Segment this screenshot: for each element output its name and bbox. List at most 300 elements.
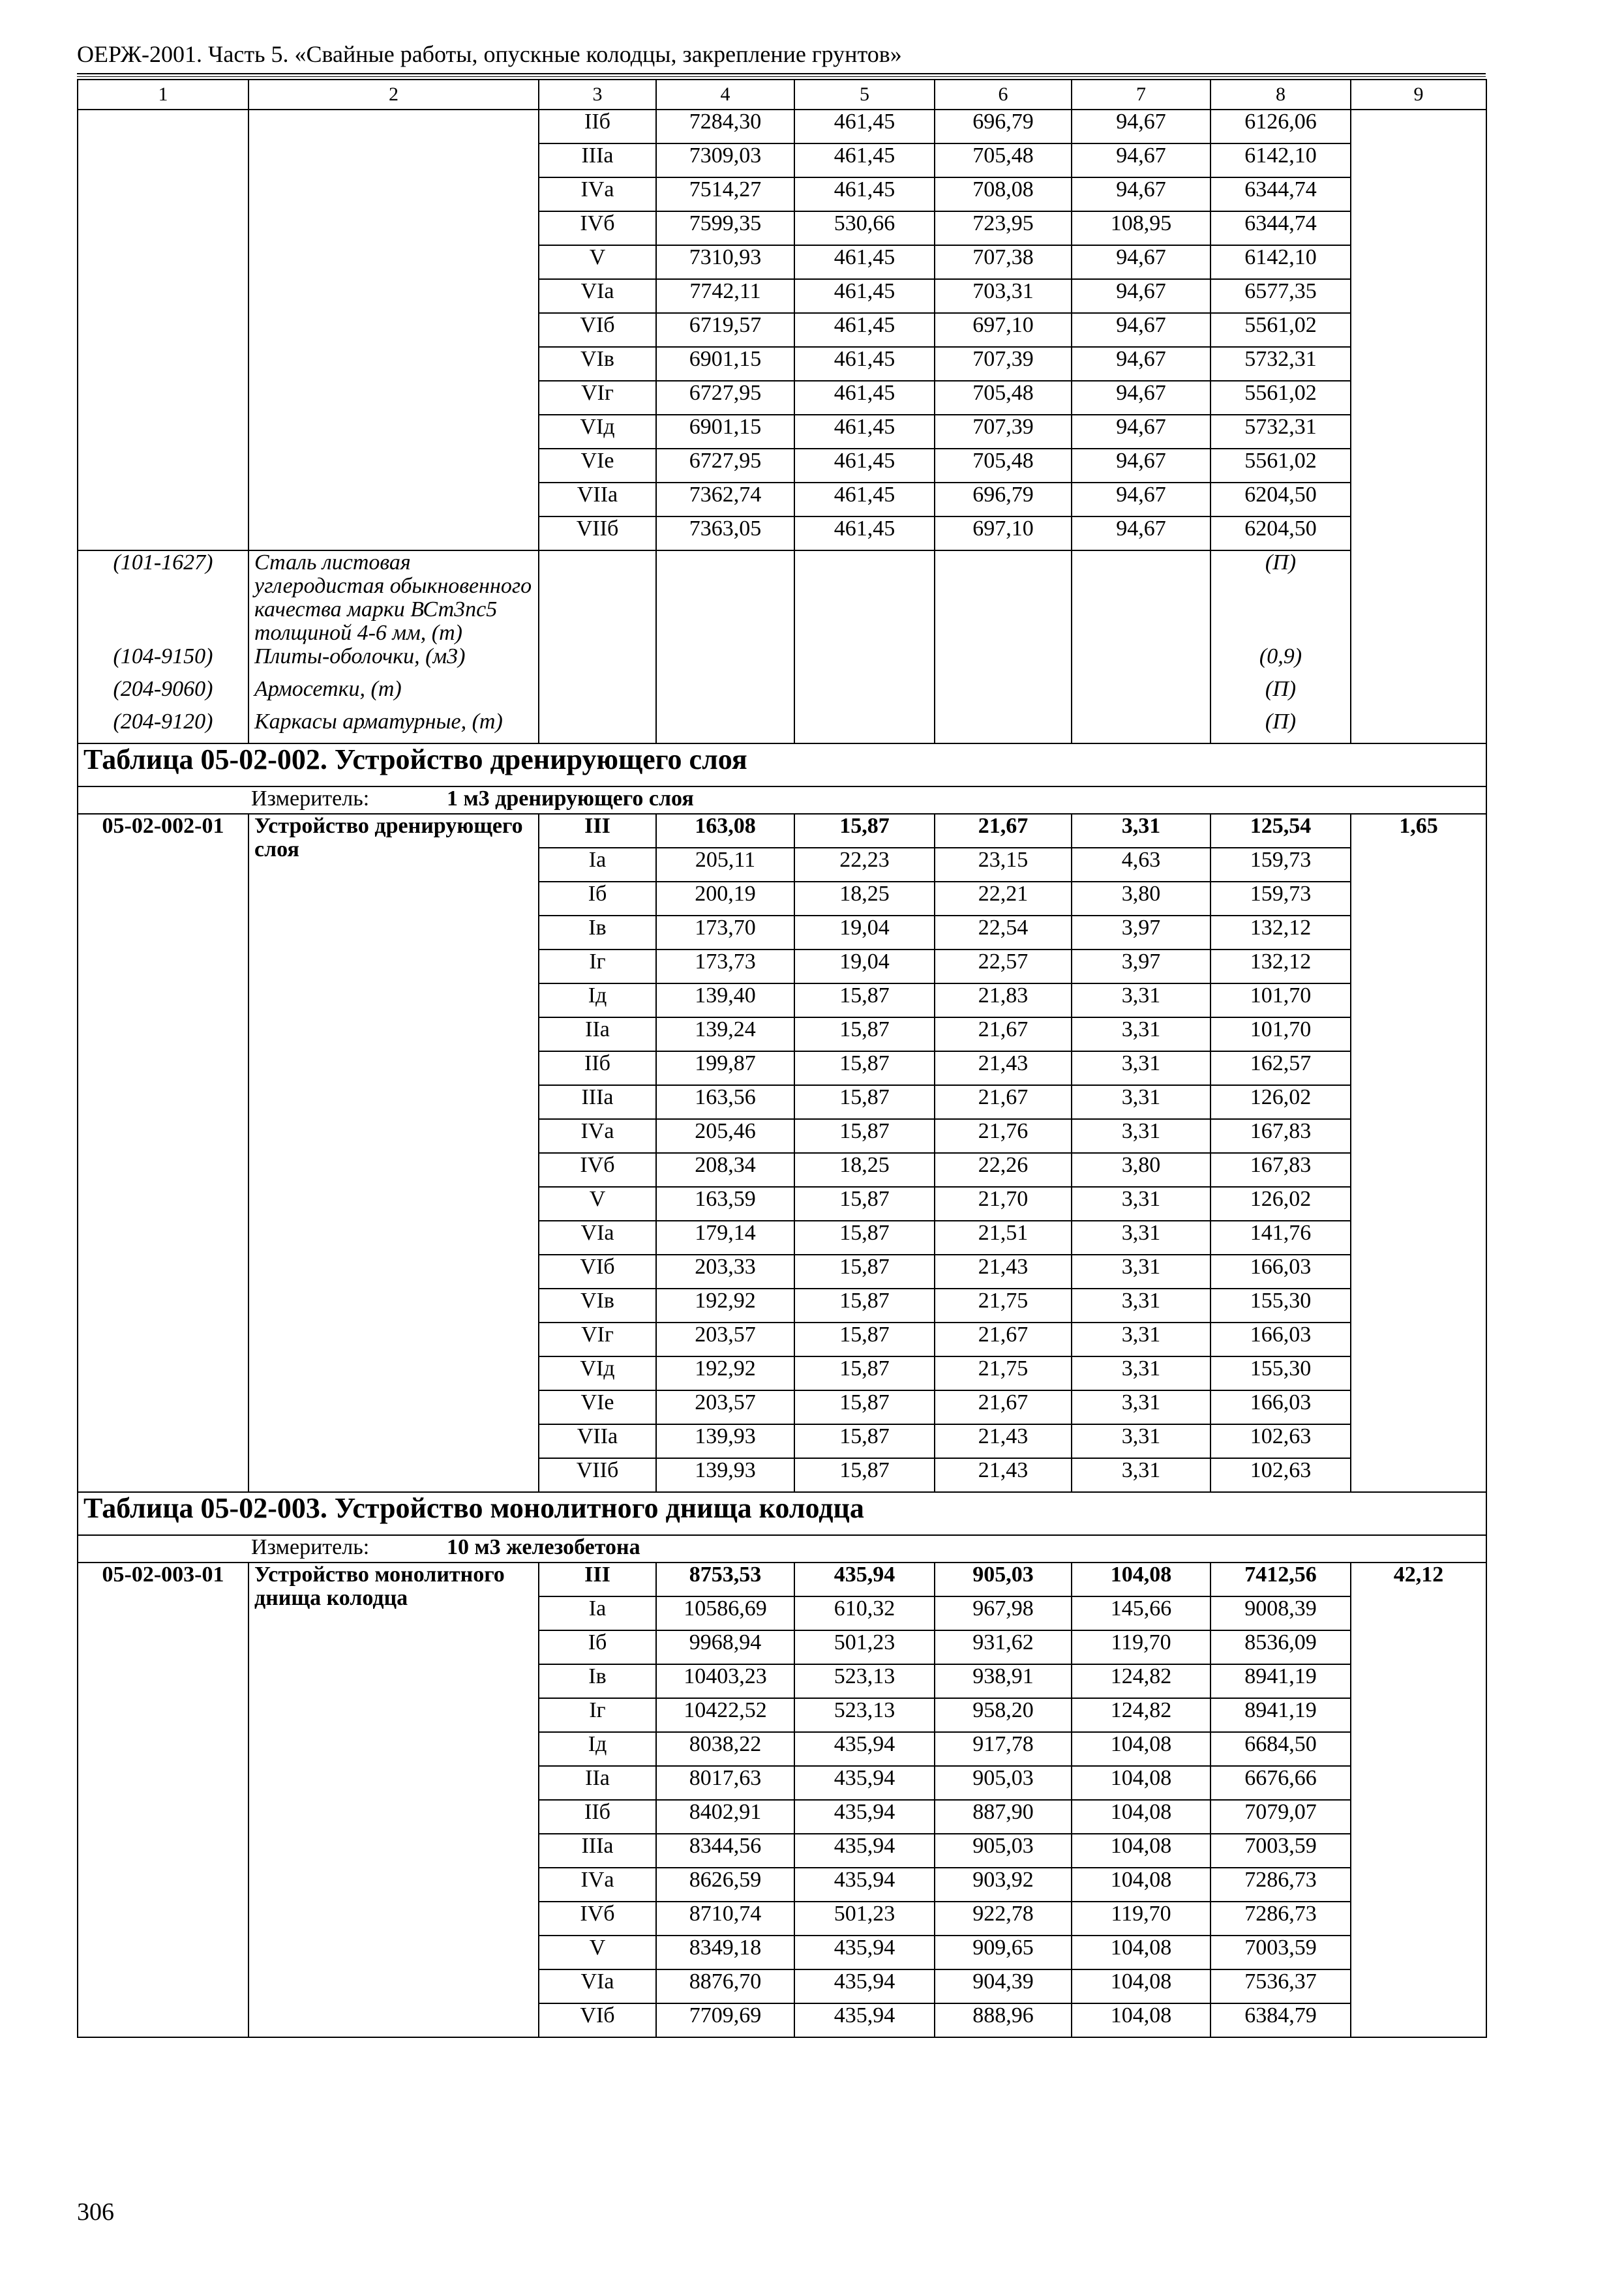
value-cell: 205,46: [656, 1119, 794, 1153]
value-cell: 15,87: [794, 814, 935, 848]
value-cell: 21,83: [935, 983, 1072, 1017]
column-number: 5: [794, 80, 935, 110]
material-name: Каркасы арматурные, (т): [248, 710, 539, 743]
code-cell: [78, 110, 248, 550]
zone-cell: Iв: [539, 1664, 656, 1698]
zone-cell: VIв: [539, 1289, 656, 1323]
value-cell: 15,87: [794, 983, 935, 1017]
empty-cell: [935, 678, 1072, 710]
value-cell: 903,92: [935, 1868, 1072, 1902]
value-cell: 94,67: [1072, 347, 1210, 381]
column-number: 2: [248, 80, 539, 110]
value-cell: 461,45: [794, 313, 935, 347]
value-cell: 3,31: [1072, 1289, 1210, 1323]
value-cell: 7286,73: [1210, 1868, 1351, 1902]
value-cell: 159,73: [1210, 882, 1351, 916]
value-cell: 917,78: [935, 1732, 1072, 1766]
value-cell: 8753,53: [656, 1563, 794, 1596]
value-cell: 15,87: [794, 1390, 935, 1424]
zone-cell: Iб: [539, 882, 656, 916]
value-cell: 461,45: [794, 516, 935, 550]
value-cell: 3,31: [1072, 1390, 1210, 1424]
value-cell: 8710,74: [656, 1902, 794, 1936]
zone-cell: IIIа: [539, 1834, 656, 1868]
material-row: [78, 678, 1486, 710]
value-cell: 173,73: [656, 950, 794, 983]
material-name: Армосетки, (т): [248, 678, 539, 710]
value-cell: 6204,50: [1210, 483, 1351, 516]
value-cell: 461,45: [794, 245, 935, 279]
value-cell: 7309,03: [656, 143, 794, 177]
value-cell: 8876,70: [656, 1969, 794, 2003]
value-cell: 3,31: [1072, 1323, 1210, 1356]
value-cell: 6344,74: [1210, 177, 1351, 211]
value-cell: 22,21: [935, 882, 1072, 916]
value-cell: 94,67: [1072, 415, 1210, 449]
zone-cell: VIе: [539, 1390, 656, 1424]
value-cell: 6727,95: [656, 449, 794, 483]
empty-cell: [539, 678, 656, 710]
table-title-row: [78, 743, 1486, 786]
value-cell: 18,25: [794, 1153, 935, 1187]
value-cell: 696,79: [935, 110, 1072, 143]
value-cell: 3,97: [1072, 950, 1210, 983]
empty-cell: [1072, 678, 1210, 710]
value-cell: 126,02: [1210, 1187, 1351, 1221]
value-cell: 94,67: [1072, 279, 1210, 313]
zone-cell: VIг: [539, 381, 656, 415]
value-cell: 461,45: [794, 143, 935, 177]
value-cell: 132,12: [1210, 916, 1351, 950]
empty-cell: [539, 550, 656, 645]
value-cell: 192,92: [656, 1289, 794, 1323]
value-cell: 6204,50: [1210, 516, 1351, 550]
value-cell: 461,45: [794, 449, 935, 483]
zone-cell: V: [539, 1187, 656, 1221]
value-cell: 3,31: [1072, 814, 1210, 848]
value-cell: 705,48: [935, 449, 1072, 483]
value-cell: 104,08: [1072, 1563, 1210, 1596]
value-cell: 697,10: [935, 313, 1072, 347]
value-cell: 94,67: [1072, 177, 1210, 211]
value-cell: 21,43: [935, 1458, 1072, 1492]
value-cell: 3,31: [1072, 1356, 1210, 1390]
zone-cell: IVб: [539, 211, 656, 245]
value-cell: 101,70: [1210, 983, 1351, 1017]
value-cell: 435,94: [794, 1766, 935, 1800]
value-cell: 124,82: [1072, 1664, 1210, 1698]
value-cell: 163,56: [656, 1085, 794, 1119]
value-cell: 139,93: [656, 1458, 794, 1492]
value-cell: 905,03: [935, 1834, 1072, 1868]
column-number: 7: [1072, 80, 1210, 110]
value-cell: 461,45: [794, 279, 935, 313]
value-cell: 7363,05: [656, 516, 794, 550]
value-cell: 708,08: [935, 177, 1072, 211]
column-number: 6: [935, 80, 1072, 110]
table-row: [78, 814, 1486, 848]
value-cell: 6344,74: [1210, 211, 1351, 245]
table-title-row: [78, 1492, 1486, 1535]
value-cell: 7709,69: [656, 2003, 794, 2037]
value-cell: 958,20: [935, 1698, 1072, 1732]
value-cell: 19,04: [794, 916, 935, 950]
zone-cell: V: [539, 1936, 656, 1969]
value-cell: 6384,79: [1210, 2003, 1351, 2037]
value-cell: 8017,63: [656, 1766, 794, 1800]
value-cell: 15,87: [794, 1289, 935, 1323]
value-cell: 461,45: [794, 347, 935, 381]
value-cell: 104,08: [1072, 1766, 1210, 1800]
empty-cell: [656, 710, 794, 743]
value-cell: 21,67: [935, 814, 1072, 848]
zone-cell: VIа: [539, 279, 656, 313]
value-cell: 6719,57: [656, 313, 794, 347]
value-cell: 10586,69: [656, 1596, 794, 1630]
value-cell: 21,76: [935, 1119, 1072, 1153]
value-cell: 523,13: [794, 1664, 935, 1698]
value-cell: 155,30: [1210, 1356, 1351, 1390]
value-cell: 21,67: [935, 1085, 1072, 1119]
value-cell: 435,94: [794, 1800, 935, 1834]
value-cell: 21,51: [935, 1221, 1072, 1255]
column-number: 8: [1210, 80, 1351, 110]
value-cell: 23,15: [935, 848, 1072, 882]
zone-cell: Iа: [539, 1596, 656, 1630]
value-cell: 21,67: [935, 1390, 1072, 1424]
value-cell: 7003,59: [1210, 1834, 1351, 1868]
value-cell: 435,94: [794, 1936, 935, 1969]
material-row: [78, 550, 1486, 645]
zone-cell: Iд: [539, 1732, 656, 1766]
value-cell: 6676,66: [1210, 1766, 1351, 1800]
empty-cell: [1072, 645, 1210, 678]
value-cell: 7286,73: [1210, 1902, 1351, 1936]
empty-cell: [794, 645, 935, 678]
value-cell: 8626,59: [656, 1868, 794, 1902]
empty-cell: [935, 550, 1072, 645]
value-cell: 610,32: [794, 1596, 935, 1630]
empty-cell: [539, 645, 656, 678]
value-cell: 163,59: [656, 1187, 794, 1221]
value-cell: 7514,27: [656, 177, 794, 211]
zone-cell: VIб: [539, 1255, 656, 1289]
value-cell: 8402,91: [656, 1800, 794, 1834]
value-cell: 139,93: [656, 1424, 794, 1458]
value-cell: 931,62: [935, 1630, 1072, 1664]
empty-cell: [539, 710, 656, 743]
value-cell: 15,87: [794, 1458, 935, 1492]
material-code: (104-9150): [78, 645, 248, 678]
value-cell: 162,57: [1210, 1051, 1351, 1085]
zone-cell: IVа: [539, 177, 656, 211]
measure-value: 1 м3 дренирующего слоя: [447, 786, 694, 811]
value-cell: 119,70: [1072, 1630, 1210, 1664]
value-cell: 922,78: [935, 1902, 1072, 1936]
table-title: Таблица 05-02-002. Устройство дренирующего слоя: [78, 743, 1486, 786]
value-cell: 8536,09: [1210, 1630, 1351, 1664]
value-cell: 132,12: [1210, 950, 1351, 983]
value-cell: 8349,18: [656, 1936, 794, 1969]
value-cell: 6126,06: [1210, 110, 1351, 143]
value-cell: 94,67: [1072, 483, 1210, 516]
value-cell: 435,94: [794, 1834, 935, 1868]
value-cell: 15,87: [794, 1323, 935, 1356]
zone-cell: Iа: [539, 848, 656, 882]
value-cell: 104,08: [1072, 1732, 1210, 1766]
value-cell: 7284,30: [656, 110, 794, 143]
value-cell: 703,31: [935, 279, 1072, 313]
value-cell: 104,08: [1072, 2003, 1210, 2037]
value-cell: 707,39: [935, 347, 1072, 381]
empty-cell: [794, 678, 935, 710]
value-cell: 707,38: [935, 245, 1072, 279]
material-quantity: (П): [1210, 710, 1351, 743]
zone-cell: VIб: [539, 313, 656, 347]
value-cell: 7536,37: [1210, 1969, 1351, 2003]
value-cell: 6727,95: [656, 381, 794, 415]
value-cell: 461,45: [794, 177, 935, 211]
value-cell: 5732,31: [1210, 347, 1351, 381]
zone-cell: Iд: [539, 983, 656, 1017]
zone-cell: VIа: [539, 1221, 656, 1255]
value-cell: 199,87: [656, 1051, 794, 1085]
value-cell: 15,87: [794, 1424, 935, 1458]
column-number: 1: [78, 80, 248, 110]
value-cell: 104,08: [1072, 1800, 1210, 1834]
zone-cell: IIIа: [539, 1085, 656, 1119]
value-cell: 530,66: [794, 211, 935, 245]
zone-cell: IVа: [539, 1119, 656, 1153]
zone-cell: Iг: [539, 950, 656, 983]
value-cell: 94,67: [1072, 143, 1210, 177]
value-cell: 203,57: [656, 1390, 794, 1424]
value-cell: 3,31: [1072, 1017, 1210, 1051]
value-cell: 108,95: [1072, 211, 1210, 245]
value-cell: 461,45: [794, 483, 935, 516]
value-cell: 15,87: [794, 1221, 935, 1255]
zone-cell: VIIа: [539, 483, 656, 516]
zone-cell: III: [539, 1563, 656, 1596]
empty-cell: [656, 550, 794, 645]
zone-cell: Iг: [539, 1698, 656, 1732]
value-cell: 3,31: [1072, 1119, 1210, 1153]
zone-cell: VIв: [539, 347, 656, 381]
page-header: ОЕРЖ-2001. Часть 5. «Свайные работы, опускные колодцы, закрепление грунтов»: [77, 41, 902, 67]
value-cell: 19,04: [794, 950, 935, 983]
value-cell: 203,57: [656, 1323, 794, 1356]
zone-cell: VIд: [539, 415, 656, 449]
value-cell: 192,92: [656, 1356, 794, 1390]
value-cell: 141,76: [1210, 1221, 1351, 1255]
value-cell: 3,97: [1072, 916, 1210, 950]
value-cell: 6577,35: [1210, 279, 1351, 313]
value-cell: 3,31: [1072, 1458, 1210, 1492]
value-cell: 3,80: [1072, 882, 1210, 916]
measure-row: [78, 1535, 1486, 1563]
empty-cell: [656, 678, 794, 710]
zone-cell: III: [539, 814, 656, 848]
value-cell: 888,96: [935, 2003, 1072, 2037]
value-cell: 15,87: [794, 1051, 935, 1085]
value-cell: 4,63: [1072, 848, 1210, 882]
value-cell: 10403,23: [656, 1664, 794, 1698]
zone-cell: IIб: [539, 1051, 656, 1085]
value-cell: 7079,07: [1210, 1800, 1351, 1834]
column-number: 3: [539, 80, 656, 110]
value-cell: 166,03: [1210, 1390, 1351, 1424]
value-cell: 435,94: [794, 1868, 935, 1902]
value-cell: 705,48: [935, 143, 1072, 177]
value-cell: 21,43: [935, 1255, 1072, 1289]
material-code: (204-9060): [78, 678, 248, 710]
value-cell: 435,94: [794, 1969, 935, 2003]
value-cell: 501,23: [794, 1630, 935, 1664]
name-cell: [248, 110, 539, 550]
value-cell: 7599,35: [656, 211, 794, 245]
value-cell: 163,08: [656, 814, 794, 848]
value-cell: 15,87: [794, 1017, 935, 1051]
zone-cell: IIIа: [539, 143, 656, 177]
column-number-row: [78, 80, 1486, 110]
code-cell: 05-02-003-01: [78, 1563, 248, 2037]
value-cell: 102,63: [1210, 1424, 1351, 1458]
value-cell: 3,31: [1072, 1221, 1210, 1255]
zone-cell: IIа: [539, 1766, 656, 1800]
value-cell: 697,10: [935, 516, 1072, 550]
value-cell: 5732,31: [1210, 415, 1351, 449]
header-rule-thin: [77, 76, 1486, 77]
value-cell: 905,03: [935, 1766, 1072, 1800]
value-cell: 104,08: [1072, 1868, 1210, 1902]
value-cell: 5561,02: [1210, 381, 1351, 415]
value-cell: 21,43: [935, 1051, 1072, 1085]
value-cell: 696,79: [935, 483, 1072, 516]
value-cell: 9008,39: [1210, 1596, 1351, 1630]
value-cell: 203,33: [656, 1255, 794, 1289]
value-cell: 167,83: [1210, 1153, 1351, 1187]
value-cell: 21,75: [935, 1356, 1072, 1390]
zone-cell: IVб: [539, 1153, 656, 1187]
value-cell: 3,31: [1072, 1085, 1210, 1119]
value-cell: 723,95: [935, 211, 1072, 245]
column-number: 9: [1351, 80, 1486, 110]
value-cell: 101,70: [1210, 1017, 1351, 1051]
value-cell: 208,34: [656, 1153, 794, 1187]
value-cell: 8344,56: [656, 1834, 794, 1868]
value-cell: 21,67: [935, 1323, 1072, 1356]
table-title: Таблица 05-02-003. Устройство монолитного днища колодца: [78, 1492, 1486, 1535]
value-cell: 3,31: [1072, 983, 1210, 1017]
measure-label: Измеритель:: [251, 786, 370, 811]
value-cell: 179,14: [656, 1221, 794, 1255]
empty-cell: [794, 710, 935, 743]
value-cell: 21,43: [935, 1424, 1072, 1458]
measure-cell: [78, 1535, 1486, 1563]
value-cell: 887,90: [935, 1800, 1072, 1834]
value-cell: 102,63: [1210, 1458, 1351, 1492]
value-cell: 5561,02: [1210, 313, 1351, 347]
value-cell: 22,26: [935, 1153, 1072, 1187]
name-cell: Устройство монолитного днища колодца: [248, 1563, 539, 2037]
value-cell: 6142,10: [1210, 143, 1351, 177]
value-cell: 7362,74: [656, 483, 794, 516]
value-cell: 15,87: [794, 1119, 935, 1153]
zone-cell: VIIа: [539, 1424, 656, 1458]
empty-cell: [1072, 550, 1210, 645]
value-cell: 94,67: [1072, 245, 1210, 279]
value-cell: 94,67: [1072, 381, 1210, 415]
table-row: [78, 110, 1486, 143]
value-cell: 523,13: [794, 1698, 935, 1732]
value-cell: 159,73: [1210, 848, 1351, 882]
value-cell: 94,67: [1072, 313, 1210, 347]
empty-cell: [1072, 710, 1210, 743]
value-cell: 435,94: [794, 1563, 935, 1596]
zone-cell: VIг: [539, 1323, 656, 1356]
zone-cell: IIб: [539, 110, 656, 143]
col9-cell: [1351, 110, 1486, 743]
header-rule: [77, 73, 1486, 74]
value-cell: 6684,50: [1210, 1732, 1351, 1766]
material-code: (101-1627): [78, 550, 248, 645]
value-cell: 200,19: [656, 882, 794, 916]
value-cell: 15,87: [794, 1356, 935, 1390]
value-cell: 967,98: [935, 1596, 1072, 1630]
value-cell: 126,02: [1210, 1085, 1351, 1119]
value-cell: 8941,19: [1210, 1664, 1351, 1698]
value-cell: 3,31: [1072, 1255, 1210, 1289]
value-cell: 501,23: [794, 1902, 935, 1936]
value-cell: 124,82: [1072, 1698, 1210, 1732]
value-cell: 7412,56: [1210, 1563, 1351, 1596]
material-name: Сталь листовая углеродистая обыкновенного качества марки ВСт3пс5 толщиной 4-6 мм, (т): [248, 550, 539, 645]
zone-cell: IIб: [539, 1800, 656, 1834]
zone-cell: IIа: [539, 1017, 656, 1051]
value-cell: 461,45: [794, 110, 935, 143]
value-cell: 6142,10: [1210, 245, 1351, 279]
col9-cell: 42,12: [1351, 1563, 1486, 2037]
value-cell: 166,03: [1210, 1255, 1351, 1289]
material-row: [78, 710, 1486, 743]
value-cell: 3,31: [1072, 1051, 1210, 1085]
value-cell: 8038,22: [656, 1732, 794, 1766]
empty-cell: [656, 645, 794, 678]
zone-cell: IVб: [539, 1902, 656, 1936]
value-cell: 461,45: [794, 381, 935, 415]
value-cell: 104,08: [1072, 1969, 1210, 2003]
value-cell: 94,67: [1072, 449, 1210, 483]
zone-cell: VIе: [539, 449, 656, 483]
material-name: Плиты-оболочки, (м3): [248, 645, 539, 678]
value-cell: 909,65: [935, 1936, 1072, 1969]
value-cell: 119,70: [1072, 1902, 1210, 1936]
value-cell: 435,94: [794, 1732, 935, 1766]
value-cell: 9968,94: [656, 1630, 794, 1664]
value-cell: 21,70: [935, 1187, 1072, 1221]
measure-cell: [78, 786, 1486, 814]
measure-value: 10 м3 железобетона: [447, 1535, 640, 1559]
value-cell: 8941,19: [1210, 1698, 1351, 1732]
value-cell: 205,11: [656, 848, 794, 882]
zone-cell: Iб: [539, 1630, 656, 1664]
value-cell: 461,45: [794, 415, 935, 449]
value-cell: 94,67: [1072, 110, 1210, 143]
measure-row: [78, 786, 1486, 814]
zone-cell: VIб: [539, 2003, 656, 2037]
zone-cell: VIд: [539, 1356, 656, 1390]
measure-label: Измеритель:: [251, 1535, 370, 1559]
